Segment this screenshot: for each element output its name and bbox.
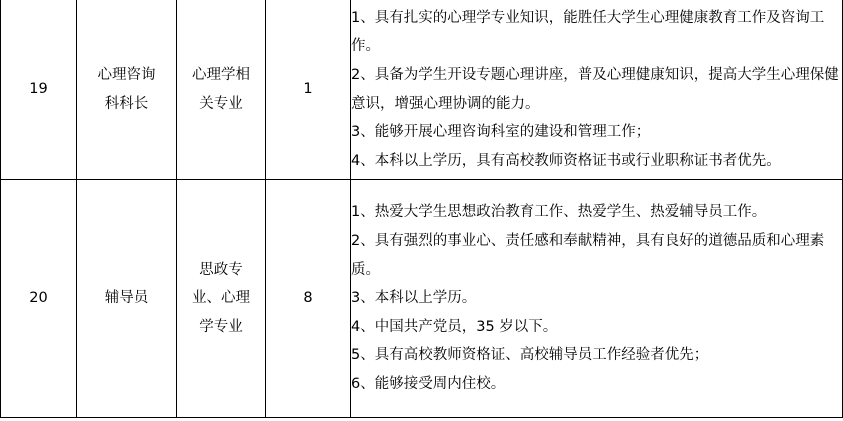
major-cell (177, 0, 266, 180)
major-line: 思政专 (199, 261, 243, 278)
table-row (1, 0, 843, 180)
requirement-item: 2、具有强烈的事业心、责任感和奉献精神，具有良好的道德品质和心理素质。 (351, 233, 825, 278)
major-line: 心理学相 (192, 66, 250, 83)
position-cell (77, 180, 177, 418)
requirement-item: 4、本科以上学历，具有高校教师资格证书或行业职称证书者优先。 (351, 152, 781, 169)
requirement-item: 1、具有扎实的心理学专业知识，能胜任大学生心理健康教育工作及咨询工作。 (351, 9, 825, 55)
headcount: 8 (266, 180, 351, 418)
requirement-item: 6、能够接受周内住校。 (351, 375, 506, 392)
major-line: 业、心理 (192, 290, 250, 307)
position-line: 科科长 (104, 95, 149, 112)
major-cell (177, 180, 266, 418)
table-row (1, 180, 843, 418)
row-number: 20 (1, 180, 77, 418)
major-line: 学专业 (199, 318, 243, 335)
requirement-item: 3、本科以上学历。 (351, 290, 477, 307)
requirements-cell (351, 0, 843, 180)
position-cell (77, 0, 177, 180)
position-line: 心理咨询 (97, 66, 156, 83)
headcount: 1 (266, 0, 351, 180)
requirements-cell (351, 180, 843, 418)
requirement-item: 5、具有高校教师资格证、高校辅导员工作经验者优先； (351, 347, 709, 364)
requirement-item: 2、具备为学生开设专题心理讲座，普及心理健康知识，提高大学生心理保健意识，增强心理协调的能力。 (351, 66, 839, 112)
position-line: 辅导员 (104, 290, 149, 307)
row-number: 19 (1, 0, 77, 180)
requirement-item: 4、中国共产党员，35 岁以下。 (351, 318, 558, 335)
requirement-item: 3、能够开展心理咨询科室的建设和管理工作； (351, 124, 651, 141)
requirement-item: 1、热爱大学生思想政治教育工作、热爱学生、热爱辅导员工作。 (351, 204, 767, 221)
major-line: 关专业 (199, 95, 243, 112)
